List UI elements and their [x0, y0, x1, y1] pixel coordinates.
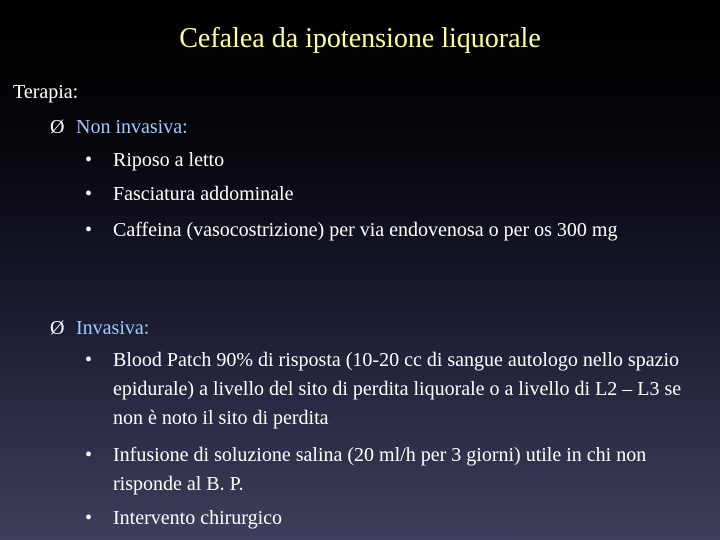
slide-title: Cefalea da ipotensione liquorale	[179, 23, 541, 54]
arrow-bullet-icon: Ø	[50, 116, 65, 138]
list-item-text: Caffeina (vasocostrizione) per via endovenosa o per os 300 mg	[113, 219, 618, 241]
bullet-icon: •	[85, 444, 93, 466]
list-item-text: Riposo a letto	[113, 149, 225, 171]
bullet-icon: •	[85, 219, 93, 241]
list-item-text: Intervento chirurgico	[113, 507, 283, 529]
list-item-text: Blood Patch 90% di risposta (10-20 cc di sangue autologo nello spazio epidurale) a livello del sito di perdita liquorale o a livello di L2 – L3 se non è noto il sito di perdita	[113, 349, 682, 429]
group-heading-non-invasiva	[50, 115, 188, 139]
list-item-text: Infusione di soluzione salina (20 ml/h per 3 giorni) utile in chi non risponde al B. P.	[113, 444, 647, 495]
bullet-icon: •	[85, 507, 93, 529]
bullet-icon: •	[85, 349, 93, 371]
arrow-bullet-icon: Ø	[50, 317, 65, 339]
section-label: Terapia:	[13, 81, 79, 103]
list-item-text: Fasciatura addominale	[113, 183, 294, 205]
group-heading-label: Invasiva:	[76, 317, 150, 339]
group-heading-label: Non invasiva:	[76, 116, 188, 138]
group-heading-invasiva	[50, 316, 149, 340]
bullet-icon: •	[85, 183, 93, 205]
bullet-icon: •	[85, 149, 93, 171]
